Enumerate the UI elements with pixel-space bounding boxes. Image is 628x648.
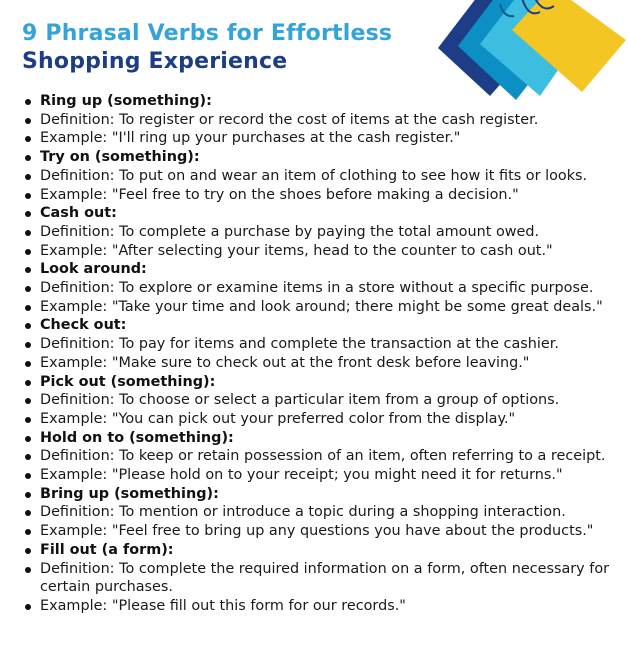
- example-text: Example: "Please hold on to your receipt; you might need it for returns.": [22, 466, 622, 485]
- example-text: Example: "Make sure to check out at the front desk before leaving.": [22, 354, 622, 373]
- example-text: Example: "I'll ring up your purchases at the cash register.": [22, 129, 622, 148]
- definition-text: Definition: To complete a purchase by paying the total amount owed.: [22, 223, 622, 242]
- term-label: Cash out:: [22, 204, 622, 223]
- definition-text: Definition: To put on and wear an item of clothing to see how it fits or looks.: [22, 167, 622, 186]
- example-text: Example: "You can pick out your preferred color from the display.": [22, 410, 622, 429]
- term-label: Look around:: [22, 260, 622, 279]
- example-text: Example: "Feel free to try on the shoes before making a decision.": [22, 186, 622, 205]
- example-text: Example: "Feel free to bring up any questions you have about the products.": [22, 522, 622, 541]
- term-label: Hold on to (something):: [22, 429, 622, 448]
- example-text: Example: "Take your time and look around; there might be some great deals.": [22, 298, 622, 317]
- term-label: Check out:: [22, 316, 622, 335]
- term-label: Ring up (something):: [22, 92, 622, 111]
- term-label: Pick out (something):: [22, 373, 622, 392]
- definition-text: Definition: To explore or examine items in a store without a specific purpose.: [22, 279, 622, 298]
- definition-text: Definition: To keep or retain possession of an item, often referring to a receipt.: [22, 447, 622, 466]
- bullet-list: [22, 92, 622, 616]
- page-title-line1: 9 Phrasal Verbs for Effortless: [22, 21, 393, 46]
- page-title-line2: Shopping Experience: [22, 49, 288, 74]
- term-label: Bring up (something):: [22, 485, 622, 504]
- example-text: Example: "Please fill out this form for our records.": [22, 597, 622, 616]
- example-text: Example: "After selecting your items, head to the counter to cash out.": [22, 242, 622, 261]
- definition-text: Definition: To pay for items and complete the transaction at the cashier.: [22, 335, 622, 354]
- term-label: Try on (something):: [22, 148, 622, 167]
- definition-text: Definition: To choose or select a particular item from a group of options.: [22, 391, 622, 410]
- term-label: Fill out (a form):: [22, 541, 622, 560]
- page-header: [22, 20, 392, 76]
- definition-text: Definition: To complete the required information on a form, often necessary for certain purchases.: [22, 560, 622, 597]
- definition-text: Definition: To register or record the cost of items at the cash register.: [22, 111, 622, 130]
- phrasal-verbs-list: [22, 92, 622, 616]
- definition-text: Definition: To mention or introduce a topic during a shopping interaction.: [22, 503, 622, 522]
